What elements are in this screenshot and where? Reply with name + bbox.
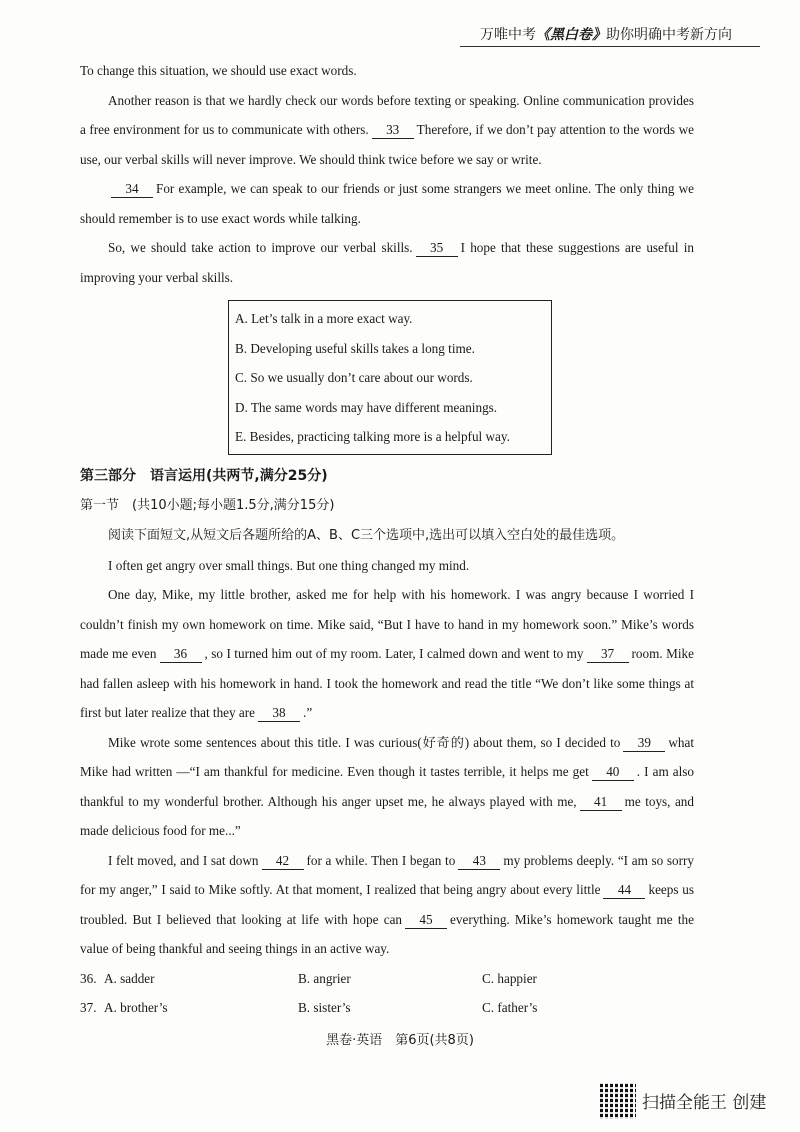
option-c: C. So we usually don’t care about our words.: [235, 370, 473, 385]
part3-title: 第三部分 语言运用(共两节,满分25分): [80, 467, 328, 484]
option-b: B. Developing useful skills takes a long time.: [235, 340, 475, 356]
option-a: A. Let’s talk in a more exact way.: [235, 311, 413, 326]
option-d: D. The same words may have different meanings.: [235, 399, 498, 415]
page-header: [480, 24, 732, 44]
story-paragraph-1: I often get angry over small things. But one thing changed my mind.: [108, 557, 470, 573]
question-37-option-b[interactable]: B. sister’s: [298, 1000, 351, 1015]
blank-43: 43: [458, 852, 500, 870]
blank-39: 39: [623, 734, 665, 752]
blank-35: 35: [416, 239, 458, 257]
instruction: 阅读下面短文,从短文后各题所给的A、B、C三个选项中,选出可以填入空白处的最佳选项。: [108, 527, 625, 543]
blank-36: 36: [160, 645, 202, 663]
question-36-option-c[interactable]: C. happier: [482, 970, 537, 986]
blank-38: 38: [258, 704, 300, 722]
blank-34: 34: [111, 180, 153, 198]
blank-33: 33: [372, 121, 414, 139]
reading-paragraph-3: So, we should take action to improve our verbal skills. 35 I hope that these suggestions are useful in improving your verbal skills.: [80, 240, 695, 285]
options-box: [228, 300, 552, 455]
qr-code-icon: [600, 1083, 636, 1119]
blank-45: 45: [405, 911, 447, 929]
header-brand: 《黑白卷》: [536, 27, 606, 43]
story-paragraph-2: One day, Mike, my little brother, asked me for help with his homework. I was angry because I worried I couldn’t finish my own homework on time. Mike said, “But I have to hand in my homework soon.” Mike’s words made me even 36 , so I turned him out of my room. Later, I calmed down and went to my 37 room. Mike had fallen asleep with his homework in hand. I took the homework and read the title “We don’t like some things at first but later realize that they are 38 .”: [80, 587, 694, 720]
question-37-option-c[interactable]: C. father’s: [482, 1000, 538, 1015]
blank-37: 37: [587, 645, 629, 663]
header-prefix: 万唯中考: [480, 27, 536, 43]
reading-paragraph-1: Another reason is that we hardly check our words before texting or speaking. Online communication provides a free environment for us to communicate with others. 33 Therefore, if we don’t pay attention to the words we use, our verbal skills will never improve. We should think twice before we say or write.: [80, 92, 694, 167]
story-paragraph-3: Mike wrote some sentences about this title. I was curious(好奇的) about them, so I decided to 39 what Mike had written —“I am thankful for medicine. Even though it tastes terrible, it helps me get 40 . I am also thankful to my wonderful brother. Although his anger upset me, he always played with me, 41 me toys, and made delicious food for me...”: [80, 734, 694, 838]
story-paragraph-4: I felt moved, and I sat down 42 for a while. Then I began to 43 my problems deeply. “I am so sorry for my anger,” I said to Mike softly. At that moment, I realized that being angry about every little 44 keeps us troubled. But I believed that looking at life with hope can 45 everything. Mike’s homework taught me the value of being thankful and seeing things in an active way.: [80, 852, 694, 956]
blank-40: 40: [592, 763, 634, 781]
page-content: [80, 56, 694, 1023]
section-title: 第一节 (共10小题;每小题1.5分,满分15分): [80, 497, 335, 513]
scanner-watermark: 扫描全能王 创建: [642, 1093, 767, 1113]
question-36: 36. A. sadder B. angrier C. happier: [80, 964, 694, 994]
page-footer: 黑卷·英语 第6页(共8页): [326, 1033, 474, 1048]
header-rule: [460, 46, 760, 47]
question-36-option-a[interactable]: A. sadder: [104, 970, 155, 986]
reading-paragraph-2: 34 For example, we can speak to our friends or just some strangers we meet online. The only thing we should remember is to use exact words while talking.: [80, 181, 694, 226]
blank-41: 41: [580, 793, 622, 811]
blank-44: 44: [603, 881, 645, 899]
question-37: 37. A. brother’s B. sister’s C. father’s: [80, 993, 694, 1023]
question-36-option-b[interactable]: B. angrier: [298, 970, 351, 986]
option-e: E. Besides, practicing talking more is a helpful way.: [235, 429, 510, 444]
reading-line-1: To change this situation, we should use exact words.: [80, 63, 357, 78]
blank-42: 42: [262, 852, 304, 870]
header-suffix: 助你明确中考新方向: [606, 27, 732, 43]
question-37-option-a[interactable]: A. brother’s: [104, 1000, 168, 1015]
